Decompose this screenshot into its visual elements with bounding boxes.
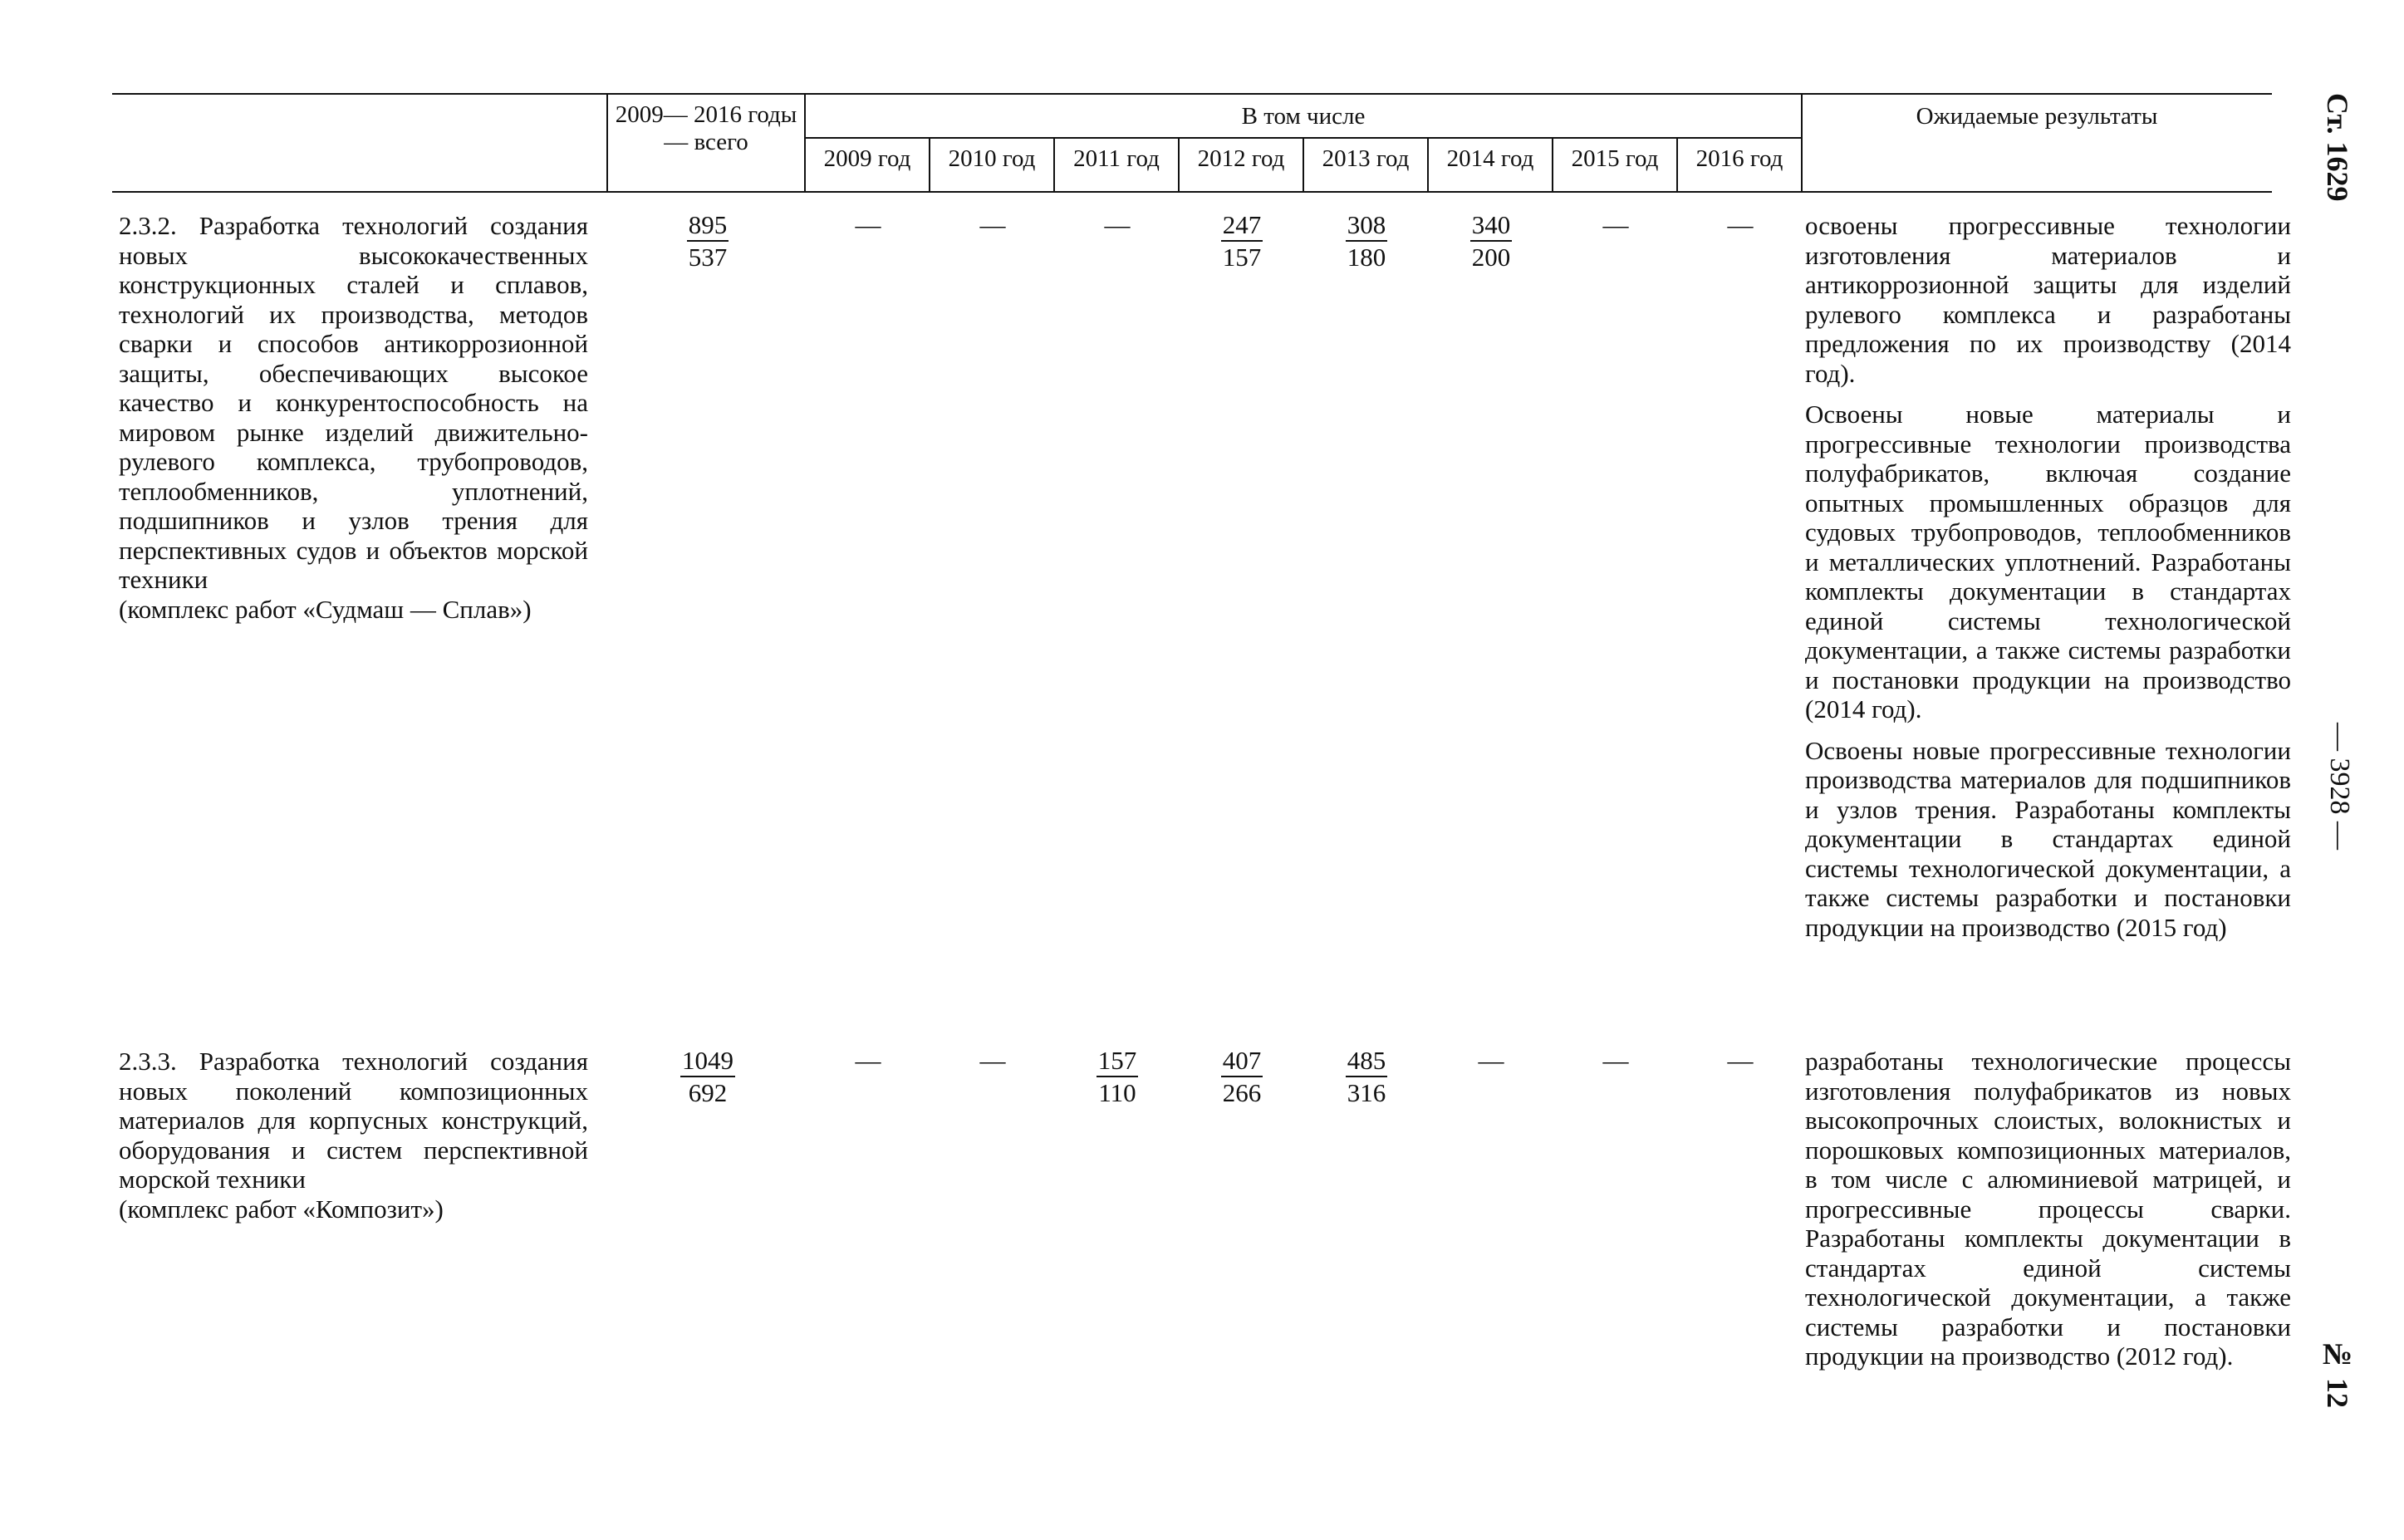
row-2-2015: — xyxy=(1602,1046,1629,1075)
row-2-total xyxy=(658,1045,758,1108)
row-1-2013-den: 180 xyxy=(1347,243,1386,272)
row-2-name xyxy=(119,1047,588,1224)
table-top-rule xyxy=(112,93,2272,95)
row-2-2011 xyxy=(1067,1045,1167,1108)
header-bottom-rule xyxy=(112,191,2272,193)
row-2-2013-den: 316 xyxy=(1347,1078,1386,1107)
row-1-2012-num: 247 xyxy=(1221,209,1263,242)
row-1-2014-den: 200 xyxy=(1471,243,1511,272)
header-year: 2015 год xyxy=(1571,145,1659,172)
row-1-result-1: освоены прогрессивные технологии изготовления материалов и антикоррозионной защиты для изделий рулевого комплекса и разработаны предложения по их производству (2014 год). xyxy=(1805,211,2291,388)
row-2-2014: — xyxy=(1478,1046,1504,1075)
page-article-number: Ст. 1629 xyxy=(2321,93,2354,202)
row-1-name xyxy=(119,211,588,624)
page-number: — 3928 — xyxy=(2324,723,2355,850)
row-2-2010: — xyxy=(979,1046,1006,1075)
header-year-group: В том числе xyxy=(1241,103,1366,130)
row-2-title: 2.3.3. Разработка технологий создания новых поколений композиционных материалов для корпусных конструкций, оборудования и систем перспективной морской техники xyxy=(119,1047,588,1194)
row-2-2012-den: 266 xyxy=(1222,1078,1262,1107)
row-2-2013-num: 485 xyxy=(1346,1045,1388,1077)
header-year: 2012 год xyxy=(1197,145,1285,172)
header-year: 2016 год xyxy=(1695,145,1783,172)
header-year: 2014 год xyxy=(1446,145,1534,172)
row-2-2016: — xyxy=(1727,1046,1754,1075)
header-total-years: 2009— 2016 годы — всего xyxy=(615,101,797,155)
row-2-total-num: 1049 xyxy=(680,1045,735,1077)
header-year: 2010 год xyxy=(948,145,1036,172)
row-2-2011-den: 110 xyxy=(1098,1078,1136,1107)
row-1-results xyxy=(1805,211,2291,954)
row-1-2012 xyxy=(1192,209,1292,272)
row-2-total-den: 692 xyxy=(688,1078,728,1107)
row-1-2013 xyxy=(1317,209,1416,272)
header-year: 2009 год xyxy=(823,145,911,172)
row-2-result-1: разработаны технологические процессы изготовления полуфабрикатов из новых высокопрочных слоистых, волокнистых и порошковых композиционных материалов, в том числе с алюминиевой матрицей, и прогрессивные процессы сварки. Разработаны комплекты документации в стандартах единой системы технологической документации, а также системы разработки и постановки продукции на производство (2012 год). xyxy=(1805,1047,2291,1371)
row-1-complex: (комплекс работ «Судмаш — Сплав») xyxy=(119,594,532,624)
row-1-2015: — xyxy=(1602,210,1629,239)
row-2-2012-num: 407 xyxy=(1221,1045,1263,1077)
row-2-complex: (комплекс работ «Композит») xyxy=(119,1194,444,1224)
row-1-2016: — xyxy=(1727,210,1754,239)
row-2-2012 xyxy=(1192,1045,1292,1108)
row-1-2014 xyxy=(1441,209,1541,272)
row-1-2011: — xyxy=(1104,210,1131,239)
row-2-results xyxy=(1805,1047,2291,1383)
header-divider xyxy=(1801,93,1803,191)
row-1-total-den: 537 xyxy=(688,243,728,272)
header-divider xyxy=(606,93,608,191)
row-1-title: 2.3.2. Разработка технологий создания новых высококачественных конструкционных сталей и сплавов, технологий их производства, методов сварки и способов антикоррозионной защиты, обеспечивающих высокое качество и конкурентоспособность на мировом рынке изделий движительно-рулевого комплекса, трубопроводов, теплообменников, уплотнений, подшипников и узлов трения для перспективных судов и объектов морской техники xyxy=(119,211,588,594)
row-1-2012-den: 157 xyxy=(1222,243,1262,272)
row-1-2010: — xyxy=(979,210,1006,239)
row-1-2013-num: 308 xyxy=(1346,209,1388,242)
row-2-2011-num: 157 xyxy=(1097,1045,1139,1077)
issue-number: № 12 xyxy=(2321,1337,2354,1408)
header-year: 2011 год xyxy=(1073,145,1160,172)
row-2-2009: — xyxy=(855,1046,881,1075)
year-group-rule xyxy=(806,137,1803,139)
row-1-total xyxy=(658,209,758,272)
header-year: 2013 год xyxy=(1322,145,1410,172)
row-1-result-2: Освоены новые материалы и прогрессивные технологии производства полуфабрикатов, включая создание опытных промышленных образцов для судовых трубопроводов, теплообменников и металлических уплотнений. Разработаны комплекты документации в стандартах единой системы технологической документации, а также системы разработки и постановки продукции на производство (2014 год). xyxy=(1805,400,2291,723)
header-results: Ожидаемые результаты xyxy=(1916,103,2158,130)
row-1-total-num: 895 xyxy=(687,209,729,242)
row-2-2013 xyxy=(1317,1045,1416,1108)
row-1-2014-num: 340 xyxy=(1470,209,1513,242)
row-1-2009: — xyxy=(855,210,881,239)
row-1-result-3: Освоены новые прогрессивные технологии производства материалов для подшипников и узлов трения. Разработаны комплекты документации в стандартах единой системы технологической документации, а также системы разработки и постановки продукции на производство (2015 год) xyxy=(1805,735,2291,942)
